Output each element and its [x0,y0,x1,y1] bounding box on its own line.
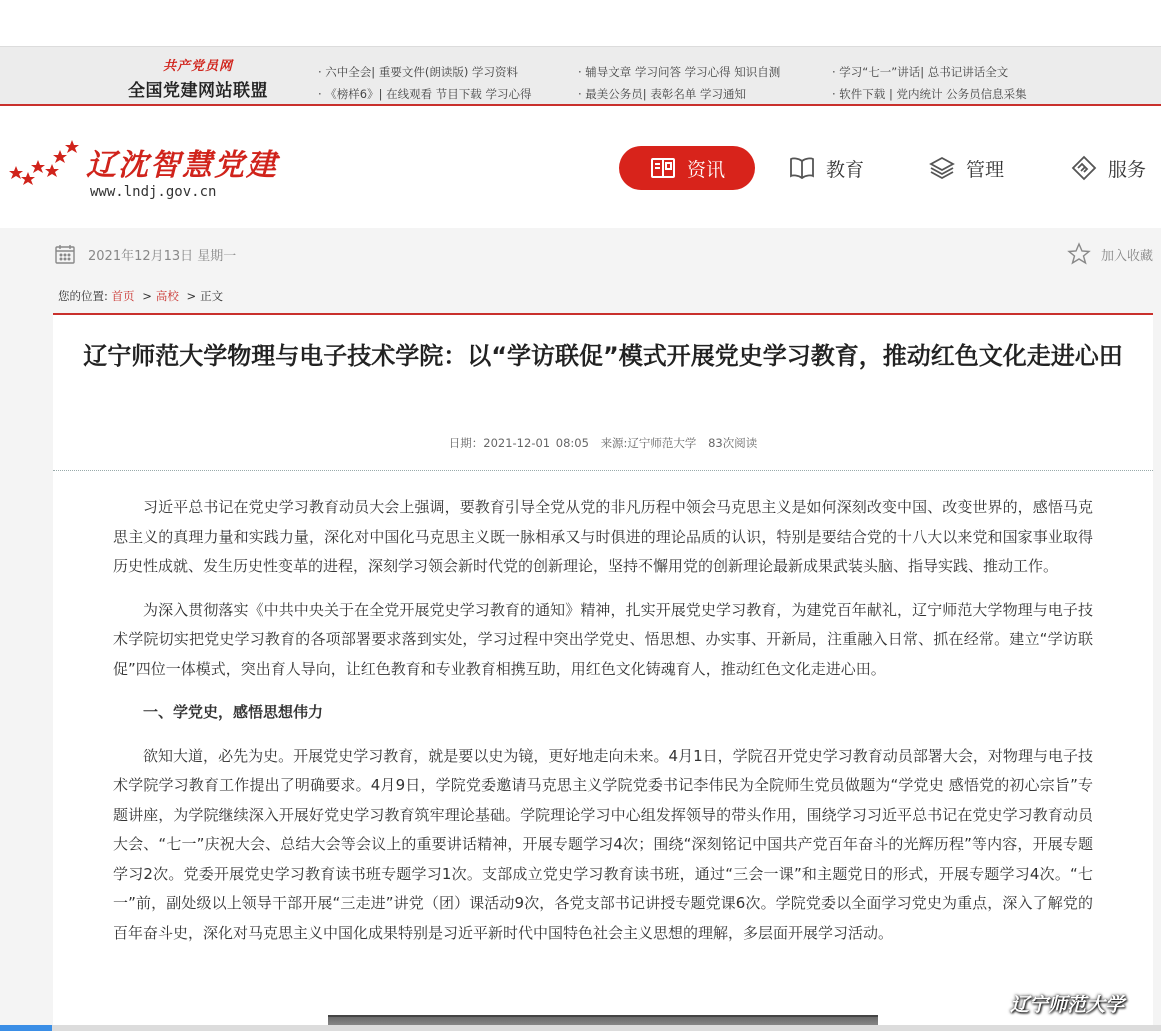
paragraph: 习近平总书记在党史学习教育动员大会上强调，要教育引导全党从党的非凡历程中领会马克思主义是如何深刻改变中国、改变世界的，感悟马克思主义的真理力量和实践力量，深化对中国化马克思主义既一脉相承又与时俱进的理论品质的认识，特别是要结合党的十八大以来党和国家事业取得历史性成就、发生历史性变革的进程，深刻学习领会新时代党的创新理论，坚持不懈用党的创新理论最新成果武装头脑、指导实践、推动工作。 [113,498,1093,575]
add-favorite-button[interactable] [1067,240,1153,268]
handshake-icon [1070,154,1098,182]
nav-management[interactable] [928,146,1004,190]
nav-education[interactable] [788,146,864,190]
alliance-links-col3 [832,61,1027,105]
alliance-link[interactable]: · 最美公务员| 表彰名单 学习通知 [578,87,746,101]
alliance-bar [0,46,1161,106]
breadcrumb-prefix: 您的位置: [58,289,108,303]
book-icon [788,154,816,182]
breadcrumb-home[interactable]: 首页 [111,289,135,303]
article-source: 来源:辽宁师范大学 [600,436,697,450]
nav-management-label: 管理 [966,158,1005,181]
alliance-links-col2 [578,61,780,105]
meta-divider [53,470,1153,471]
paragraph: 为深入贯彻落实《中共中央关于在全党开展党史学习教育的通知》精神，扎实开展党史学习教育，为建党百年献礼，辽宁师范大学物理与电子技术学院切实把党史学习教育的各项部署要求落到实处，学习过程中突出学党史、悟思想、办实事、开新局，注重融入日常、抓在经常。建立“学访联促”四位一体模式，突出育人导向，让红色教育和专业教育相携互助，用红色文化铸魂育人，推动红色文化走进心田。 [113,600,1093,678]
section-heading: 一、学党史，感悟思想伟力 [143,703,324,721]
alliance-script-logo: 共产党员网 [162,59,233,74]
article-date: 日期：2021-12-01 08:05 [448,436,589,450]
breadcrumb-section[interactable]: 高校 [155,289,179,303]
alliance-links-col1 [318,61,531,105]
alliance-name: 全国党建网站联盟 [128,81,268,101]
site-logo[interactable] [8,136,288,206]
article-meta [53,435,1153,451]
nav-news-label: 资讯 [686,158,725,181]
site-title: 辽沈智慧党建 [86,148,278,183]
site-header [0,106,1161,228]
dateline [54,240,236,268]
red-stars-icon [8,138,88,188]
add-favorite-label: 加入收藏 [1100,248,1153,264]
nav-education-label: 教育 [826,158,865,181]
watermark-logo: 辽宁师范大学 [1010,994,1125,1016]
breadcrumb-current: 正文 [200,289,224,303]
breadcrumb: 您的位置: 首页 > 高校 > 正文 [58,289,224,303]
alliance-link[interactable]: · 六中全会| 重要文件(朗读版) 学习资料 [318,65,518,79]
star-icon [1067,242,1091,266]
article-body [113,493,1093,962]
current-date: 2021年12月13日 星期一 [88,248,237,264]
article-reads: 83次阅读 [708,436,758,450]
nav-service-label: 服务 [1108,158,1147,181]
nav-news[interactable] [619,146,755,190]
alliance-link[interactable]: · 辅导文章 学习问答 学习心得 知识自测 [578,65,781,79]
alliance-logo[interactable] [118,55,278,101]
paragraph: 欲知大道，必先为史。开展党史学习教育，就是要以史为镜，更好地走向未来。4月1日，学院召开党史学习教育动员部署大会，对物理与电子技术学院学习教育工作提出了明确要求。4月9日，学院党委邀请马克思主义学院党委书记李伟民为全院师生党员做题为“学党史 感悟党的初心宗旨”专题讲座，为学院继续深入开展好党史学习教育筑牢理论基础。学院理论学习中心组发挥领导的带头作用，围绕学习习近平总书记在党史学习教育动员大会、“七一”庆祝大会、总结大会等会议上的重要讲话精神，开展专题学习4次；围绕“深刻铭记中国共产党百年奋斗的光辉历程”等内容，开展专题学习2次。党委开展党史学习教育读书班专题学习1次。支部成立党史学习教育读书班，通过“三会一课”和主题党日的形式，开展专题学习4次。“七一”前，副处级以上领导干部开展“三走进”讲党（团）课活动9次，各党支部书记讲授专题党课6次。学院党委以全面学习党史为重点，深入了解党的百年奋斗史，深化对马克思主义中国化成果特别是习近平新时代中国特色社会主义思想的理解，多层面开展学习活动。 [113,746,1093,942]
site-url: www.lndj.gov.cn [90,184,217,200]
newspaper-icon [649,154,677,182]
nav-service[interactable] [1070,146,1146,190]
scrollbar-thumb[interactable] [0,1025,52,1031]
article-title: 辽宁师范大学物理与电子技术学院：以“学访联促”模式开展党史学习教育，推动红色文化走进心田 [83,342,1123,370]
alliance-link[interactable]: · 《榜样6》| 在线观看 节目下载 学习心得 [318,87,532,101]
calendar-icon [54,243,76,265]
alliance-link[interactable]: · 软件下载 | 党内统计 公务员信息采集 [832,87,1027,101]
alliance-link[interactable]: · 学习“七一”讲话| 总书记讲话全文 [832,65,1009,79]
article [53,313,1153,1031]
horizontal-scrollbar[interactable] [0,1025,1161,1031]
layers-icon [928,154,956,182]
